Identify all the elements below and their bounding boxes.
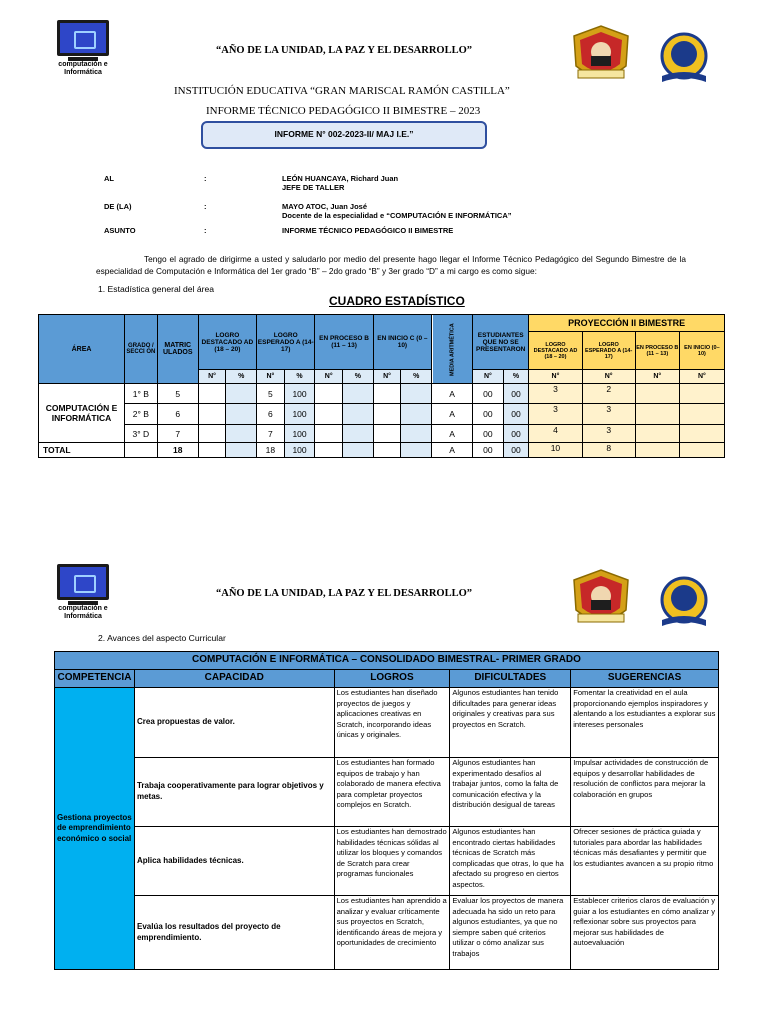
cell-np-n: 00 bbox=[473, 384, 504, 404]
sugerencias-cell: Ofrecer sesiones de práctica guiada y tutoriales para abordar las habilidades técnicas más desafiantes y permitir que los estudiantes avancen a su propio ritmo bbox=[571, 827, 719, 896]
report-number-box bbox=[201, 121, 487, 149]
capacidad-cell: Evalúa los resultados del proyecto de emprendimiento. bbox=[134, 896, 334, 970]
area-name: COMPUTACIÓN E INFORMÁTICA bbox=[39, 384, 125, 443]
section-1-heading: 1. Estadística general del área bbox=[98, 284, 215, 294]
capacidad-cell: Crea propuestas de valor. bbox=[134, 688, 334, 758]
cell-a-p: 100 bbox=[284, 384, 315, 404]
computacion-logo: computación e Informática bbox=[48, 562, 118, 632]
table-row bbox=[55, 827, 719, 896]
cell-a-p: 100 bbox=[284, 404, 315, 425]
memo-value: MAYO ATOC, Juan José bbox=[282, 202, 368, 211]
cell-c-n bbox=[373, 404, 401, 425]
header-n: N° bbox=[373, 370, 401, 384]
cell-proj-a: 8 bbox=[582, 443, 635, 458]
computer-icon bbox=[57, 564, 109, 600]
capacidad-cell: Trabaja cooperativamente para lograr objetivos y metas. bbox=[134, 758, 334, 827]
cell-c-p bbox=[401, 384, 432, 404]
dificultades-cell: Algunos estudiantes han tenido dificultades para generar ideas originales y creativas para sus proyectos en Scratch. bbox=[450, 688, 571, 758]
memo-value2: JEFE DE TALLER bbox=[282, 183, 345, 192]
header-b: EN PROCESO B (11 – 13) bbox=[315, 315, 373, 370]
cell-proj-a: 2 bbox=[582, 384, 635, 404]
header-proj-b: EN PROCESO B (11 – 13) bbox=[635, 332, 679, 370]
header-matric: MATRIC ULADOS bbox=[157, 315, 198, 384]
institution-emblem-icon bbox=[652, 30, 716, 86]
cell-grado: 3° D bbox=[125, 425, 158, 443]
memo-value2: Docente de la especialidad e “COMPUTACIÓN E INFORMÁTICA” bbox=[282, 211, 512, 220]
header-sugerencias: SUGERENCIAS bbox=[571, 670, 719, 688]
cell-ad-n bbox=[198, 404, 226, 425]
cell-proj-ad: 3 bbox=[529, 404, 582, 425]
header-logros: LOGROS bbox=[334, 670, 450, 688]
table-caption: CUADRO ESTADÍSTICO bbox=[329, 294, 465, 308]
logros-cell: Los estudiantes han demostrado habilidades técnicas sólidas al utilizar los bloques y comandos de Scratch para crear programas funcionales bbox=[334, 827, 450, 896]
cell-matric: 7 bbox=[157, 425, 198, 443]
intro-paragraph: Tengo el agrado de dirigirme a usted y saludarlo por medio del presente hago llegar el Informe Técnico Pedagógico del Segundo Bimestre de la especialidad de Computación e Informática del 1er grado “B” – 2do grado “B” y 3er grado “D” a mi cargo es como sigue: bbox=[96, 254, 686, 276]
header-media: MEDIA ARITMÉTICA bbox=[432, 315, 473, 384]
report-title: INFORME TÉCNICO PEDAGÓGICO II BIMESTRE – 2023 bbox=[206, 105, 481, 117]
cell-a-n: 18 bbox=[257, 443, 285, 458]
report-number: INFORME N° 002-2023-II/ MAJ I.E.” bbox=[274, 129, 414, 139]
cell-proj-b bbox=[635, 443, 679, 458]
cell-proj-a: 3 bbox=[582, 425, 635, 443]
computacion-logo: computación e Informática bbox=[48, 18, 118, 88]
memo-sep: : bbox=[204, 202, 207, 211]
cell-proj-c bbox=[679, 404, 724, 425]
stats-table bbox=[38, 314, 725, 458]
table-row bbox=[55, 758, 719, 827]
cell-grado: 2° B bbox=[125, 404, 158, 425]
cell-ad-n bbox=[198, 425, 226, 443]
header-grado: GRADO / SECCI ÓN bbox=[125, 315, 158, 384]
year-motto: “AÑO DE LA UNIDAD, LA PAZ Y EL DESARROLLO” bbox=[216, 588, 473, 599]
dificultades-cell: Evaluar los proyectos de manera adecuada ha sido un reto para algunos estudiantes, ya que no siempre saben qué criterios utilizar o cómo analizar sus trabajos bbox=[450, 896, 571, 970]
cell-np-n: 00 bbox=[473, 404, 504, 425]
competencia-cell: Gestiona proyectos de emprendimiento económico o social bbox=[55, 688, 135, 970]
cell-ad-p bbox=[226, 425, 257, 443]
cell-proj-b bbox=[635, 425, 679, 443]
memo-label: AL bbox=[104, 174, 114, 183]
dificultades-cell: Algunos estudiantes han encontrado ciertas habilidades técnicas de Scratch más complicadas que otras, lo que ha afectado su progreso en ciertos aspectos. bbox=[450, 827, 571, 896]
cell-ad-p bbox=[226, 404, 257, 425]
cell-grado: 1° B bbox=[125, 384, 158, 404]
cell-c-p bbox=[401, 443, 432, 458]
header-competencia: COMPETENCIA bbox=[55, 670, 135, 688]
cell-b-n bbox=[315, 404, 343, 425]
table-row bbox=[55, 896, 719, 970]
cell-b-n bbox=[315, 443, 343, 458]
cell-a-p: 100 bbox=[284, 443, 315, 458]
cell-matric: 6 bbox=[157, 404, 198, 425]
cell-proj-b bbox=[635, 384, 679, 404]
cell-grado bbox=[125, 443, 158, 458]
institution-emblem-icon bbox=[652, 574, 716, 630]
cell-c-p bbox=[401, 425, 432, 443]
memo-sep: : bbox=[204, 174, 207, 183]
header-proj-a: LOGRO ESPERADO A (14- 17) bbox=[582, 332, 635, 370]
total-label: TOTAL bbox=[39, 443, 125, 458]
cell-b-p bbox=[343, 425, 374, 443]
header-n: N° bbox=[529, 370, 582, 384]
header-pct: % bbox=[401, 370, 432, 384]
memo-value: LEÓN HUANCAYA, Richard Juan bbox=[282, 174, 399, 183]
dificultades-cell: Algunos estudiantes han experimentado desafíos al trabajar juntos, como la falta de comunicación efectiva y la distribución desigual de tareas bbox=[450, 758, 571, 827]
cell-media: A bbox=[432, 384, 473, 404]
cell-a-p: 100 bbox=[284, 425, 315, 443]
memo-value: INFORME TÉCNICO PEDAGÓGICO II BIMESTRE bbox=[282, 226, 454, 235]
cell-proj-b bbox=[635, 404, 679, 425]
header-n: N° bbox=[635, 370, 679, 384]
cell-np-p: 00 bbox=[503, 443, 529, 458]
cell-matric: 5 bbox=[157, 384, 198, 404]
cell-proj-ad: 4 bbox=[529, 425, 582, 443]
cell-proj-c bbox=[679, 443, 724, 458]
cell-proj-ad: 3 bbox=[529, 384, 582, 404]
logros-cell: Los estudiantes han aprendido a analizar y evaluar críticamente sus proyectos en Scratch, identificando áreas de mejora y oportunidades de crecimiento bbox=[334, 896, 450, 970]
cell-proj-a: 3 bbox=[582, 404, 635, 425]
header-n: N° bbox=[679, 370, 724, 384]
cell-ad-p bbox=[226, 384, 257, 404]
sugerencias-cell: Fomentar la creatividad en el aula proporcionando ejemplos inspiradores y alentando a los estudiantes a explorar sus intereses personales bbox=[571, 688, 719, 758]
header-proyeccion: PROYECCIÓN II BIMESTRE bbox=[529, 315, 725, 332]
computer-icon bbox=[57, 20, 109, 56]
cell-b-p bbox=[343, 384, 374, 404]
total-row bbox=[39, 443, 725, 458]
header-area: ÁREA bbox=[39, 315, 125, 384]
table-row bbox=[39, 425, 725, 443]
school-crest-icon bbox=[568, 22, 634, 88]
header-n: N° bbox=[257, 370, 285, 384]
cell-a-n: 6 bbox=[257, 404, 285, 425]
cell-b-p bbox=[343, 443, 374, 458]
header-a: LOGRO ESPERADO A (14- 17) bbox=[257, 315, 315, 370]
section-2-heading: 2. Avances del aspecto Curricular bbox=[98, 633, 226, 643]
cell-b-n bbox=[315, 384, 343, 404]
logros-cell: Los estudiantes han diseñado proyectos de juegos y aplicaciones creativas en Scratch, incorporando ideas únicas y originales. bbox=[334, 688, 450, 758]
table-row bbox=[39, 384, 725, 404]
sugerencias-cell: Impulsar actividades de construcción de equipos y desarrollar habilidades de resolución de conflictos para mejorar la colaboración en grupos bbox=[571, 758, 719, 827]
school-crest-icon bbox=[568, 566, 634, 632]
sugerencias-cell: Establecer criterios claros de evaluación y guiar a los estudiantes en cómo analizar y reflexionar sobre sus proyectos para mejorar sus habilidades de autoevaluación bbox=[571, 896, 719, 970]
cell-a-n: 7 bbox=[257, 425, 285, 443]
cell-c-n bbox=[373, 443, 401, 458]
header-n: N° bbox=[198, 370, 226, 384]
cell-c-n bbox=[373, 425, 401, 443]
logros-cell: Los estudiantes han formado equipos de trabajo y han colaborado de manera efectiva para completar proyectos complejos en Scratch. bbox=[334, 758, 450, 827]
cell-ad-p bbox=[226, 443, 257, 458]
cell-media: A bbox=[432, 443, 473, 458]
header-proj-c: EN INICIO (0– 10) bbox=[679, 332, 724, 370]
cell-np-p: 00 bbox=[503, 425, 529, 443]
cell-np-n: 00 bbox=[473, 443, 504, 458]
cell-ad-n bbox=[198, 384, 226, 404]
header-proj-ad: LOGRO DESTACADO AD (18 – 20) bbox=[529, 332, 582, 370]
institution-name: INSTITUCIÓN EDUCATIVA “GRAN MARISCAL RAMÓN CASTILLA” bbox=[174, 85, 510, 97]
header-c: EN INICIO C (0 – 10) bbox=[373, 315, 431, 370]
table-row bbox=[55, 688, 719, 758]
memo-header bbox=[104, 174, 511, 235]
header-pct: % bbox=[284, 370, 315, 384]
cell-media: A bbox=[432, 404, 473, 425]
cell-proj-ad: 10 bbox=[529, 443, 582, 458]
header-pct: % bbox=[226, 370, 257, 384]
memo-sep: : bbox=[204, 226, 207, 235]
cell-b-n bbox=[315, 425, 343, 443]
cell-c-n bbox=[373, 384, 401, 404]
header-n: N° bbox=[582, 370, 635, 384]
cell-proj-c bbox=[679, 425, 724, 443]
cell-a-n: 5 bbox=[257, 384, 285, 404]
header-n: N° bbox=[473, 370, 504, 384]
cell-np-p: 00 bbox=[503, 404, 529, 425]
cell-media: A bbox=[432, 425, 473, 443]
cell-b-p bbox=[343, 404, 374, 425]
year-motto: “AÑO DE LA UNIDAD, LA PAZ Y EL DESARROLLO” bbox=[216, 45, 473, 56]
memo-label: ASUNTO bbox=[104, 226, 136, 235]
table-row bbox=[39, 404, 725, 425]
cell-c-p bbox=[401, 404, 432, 425]
cell-ad-n bbox=[198, 443, 226, 458]
cell-proj-c bbox=[679, 384, 724, 404]
header-ad: LOGRO DESTACADO AD (18 – 20) bbox=[198, 315, 256, 370]
header-capacidad: CAPACIDAD bbox=[134, 670, 334, 688]
cell-np-p: 00 bbox=[503, 384, 529, 404]
cell-matric: 18 bbox=[157, 443, 198, 458]
curricular-table bbox=[54, 651, 719, 970]
table-title: COMPUTACIÓN E INFORMÁTICA – CONSOLIDADO BIMESTRAL- PRIMER GRADO bbox=[55, 652, 719, 670]
header-pct: % bbox=[503, 370, 529, 384]
header-n: N° bbox=[315, 370, 343, 384]
header-no-presentaron: ESTUDIANTES QUE NO SE PRESENTARON bbox=[473, 315, 529, 370]
header-dificultades: DIFICULTADES bbox=[450, 670, 571, 688]
capacidad-cell: Aplica habilidades técnicas. bbox=[134, 827, 334, 896]
header-pct: % bbox=[343, 370, 374, 384]
memo-label: DE (LA) bbox=[104, 202, 132, 211]
cell-np-n: 00 bbox=[473, 425, 504, 443]
